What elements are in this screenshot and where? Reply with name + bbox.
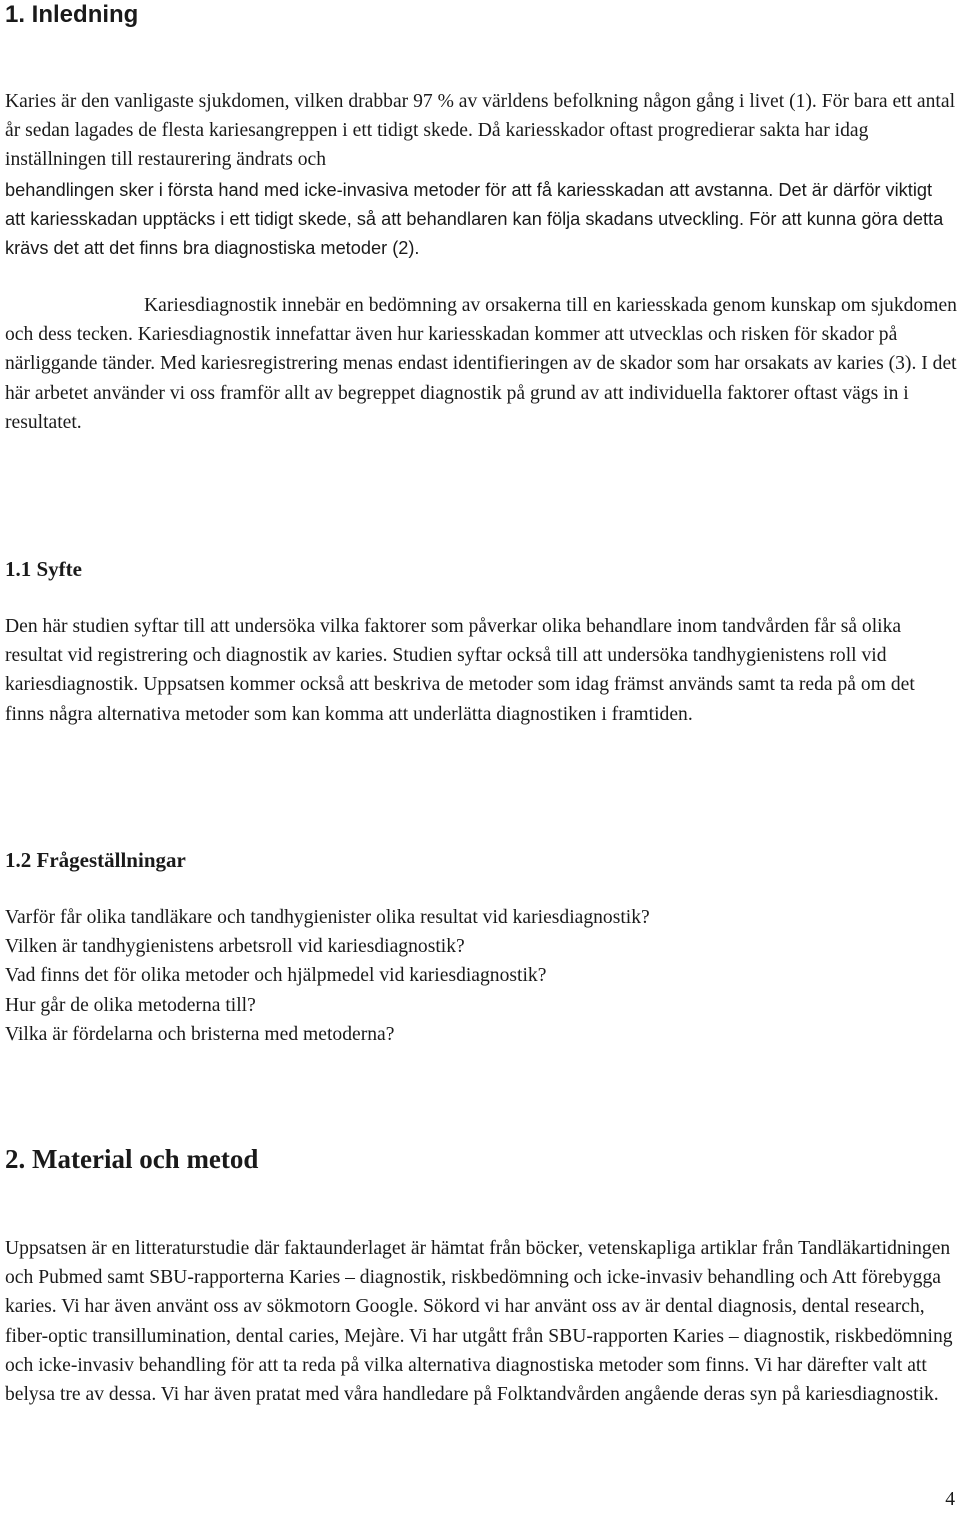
paragraph-inledning-1-serif: Karies är den vanligaste sjukdomen, vilken drabbar 97 % av världens befolkning någon gång i livet (1). För bara ett antal år sedan lagades de flesta kariesangreppen i ett tidigt skede. Då kariesskador oftast progredierar sakta har idag inställningen till restaurering ändrats och (5, 91, 956, 171)
paragraph-inledning-2 (5, 291, 957, 437)
paragraph-inledning-1-sans: behandlingen sker i första hand med icke-invasiva metoder för att få kariesskadan att avstanna. Det är därför viktigt att kariesskadan upptäcks i ett tidigt skede, så att behandlaren kan följa skadans utveckling. För att kunna göra detta krävs det att det finns bra diagnostiska metoder (2). (5, 180, 944, 259)
question-list (5, 903, 957, 1049)
question-item: Vilka är fördelarna och bristerna med metoderna? (5, 1023, 395, 1045)
paragraph-syfte: Den här studien syftar till att undersöka vilka faktorer som påverkar olika behandlare inom tandvården får så olika resultat vid registrering och diagnostik av karies. Studien syftar också till att undersöka tandhygienistens roll vid kariesdiagnostik. Uppsatsen kommer också att beskriva de metoder som idag främst används samt ta reda på om det finns några alternativa metoder som kan komma att underlätta diagnostiken i framtiden. (5, 616, 915, 725)
question-item: Vilken är tandhygienistens arbetsroll vid kariesdiagnostik? (5, 936, 465, 958)
paragraph-material-och-metod: Uppsatsen är en litteraturstudie där faktaunderlaget är hämtat från böcker, vetenskapliga artiklar från Tandläkartidningen och Pubmed samt SBU-rapporterna Karies – diagnostik, riskbedömning och icke-invasiv behandling och Att förebygga karies. Vi har även använt oss av sökmotorn Google. Sökord vi har använt oss av är dental diagnosis, dental research, fiber-optic transillumination, dental caries, Mejàre. Vi har utgått från SBU-rapporten Karies – diagnostik, riskbedömning och icke-invasiv behandling för att ta reda på vilka alternativa diagnostiska metoder som finns. Vi har därefter valt att belysa tre av dessa. Vi har även pratat med våra handledare på Folktandvården angående deras syn på kariesdiagnostik. (5, 1238, 953, 1406)
question-item: Hur går de olika metoderna till? (5, 994, 256, 1016)
section-heading-fragestallningar: 1.2 Frågeställningar (5, 848, 186, 872)
question-item: Varför får olika tandläkare och tandhygienister olika resultat vid kariesdiagnostik? (5, 907, 650, 928)
page-number: 4 (945, 1489, 955, 1510)
paragraph-inledning-2-text: Kariesdiagnostik innebär en bedömning av orsakerna till en kariesskada genom kunskap om sjukdomen och dess tecken. Kariesdiagnostik innefattar även hur kariesskadan kommer att utvecklas och risken för skador på närliggande tänder. Med kariesregistrering menas endast identifieringen av de skador som har orsakats av karies (3). I det här arbetet använder vi oss framför allt av begreppet diagnostik på grund av att individuella faktorer oftast vägs in i resultatet. (5, 295, 957, 433)
section-heading-syfte: 1.1 Syfte (5, 557, 82, 581)
question-item: Vad finns det för olika metoder och hjälpmedel vid kariesdiagnostik? (5, 965, 547, 987)
section-heading-inledning: 1. Inledning (5, 1, 139, 28)
section-heading-material-och-metod: 2. Material och metod (5, 1144, 259, 1174)
paragraph-inledning-1 (5, 87, 957, 175)
paragraph-inledning-1-continued (5, 176, 957, 264)
